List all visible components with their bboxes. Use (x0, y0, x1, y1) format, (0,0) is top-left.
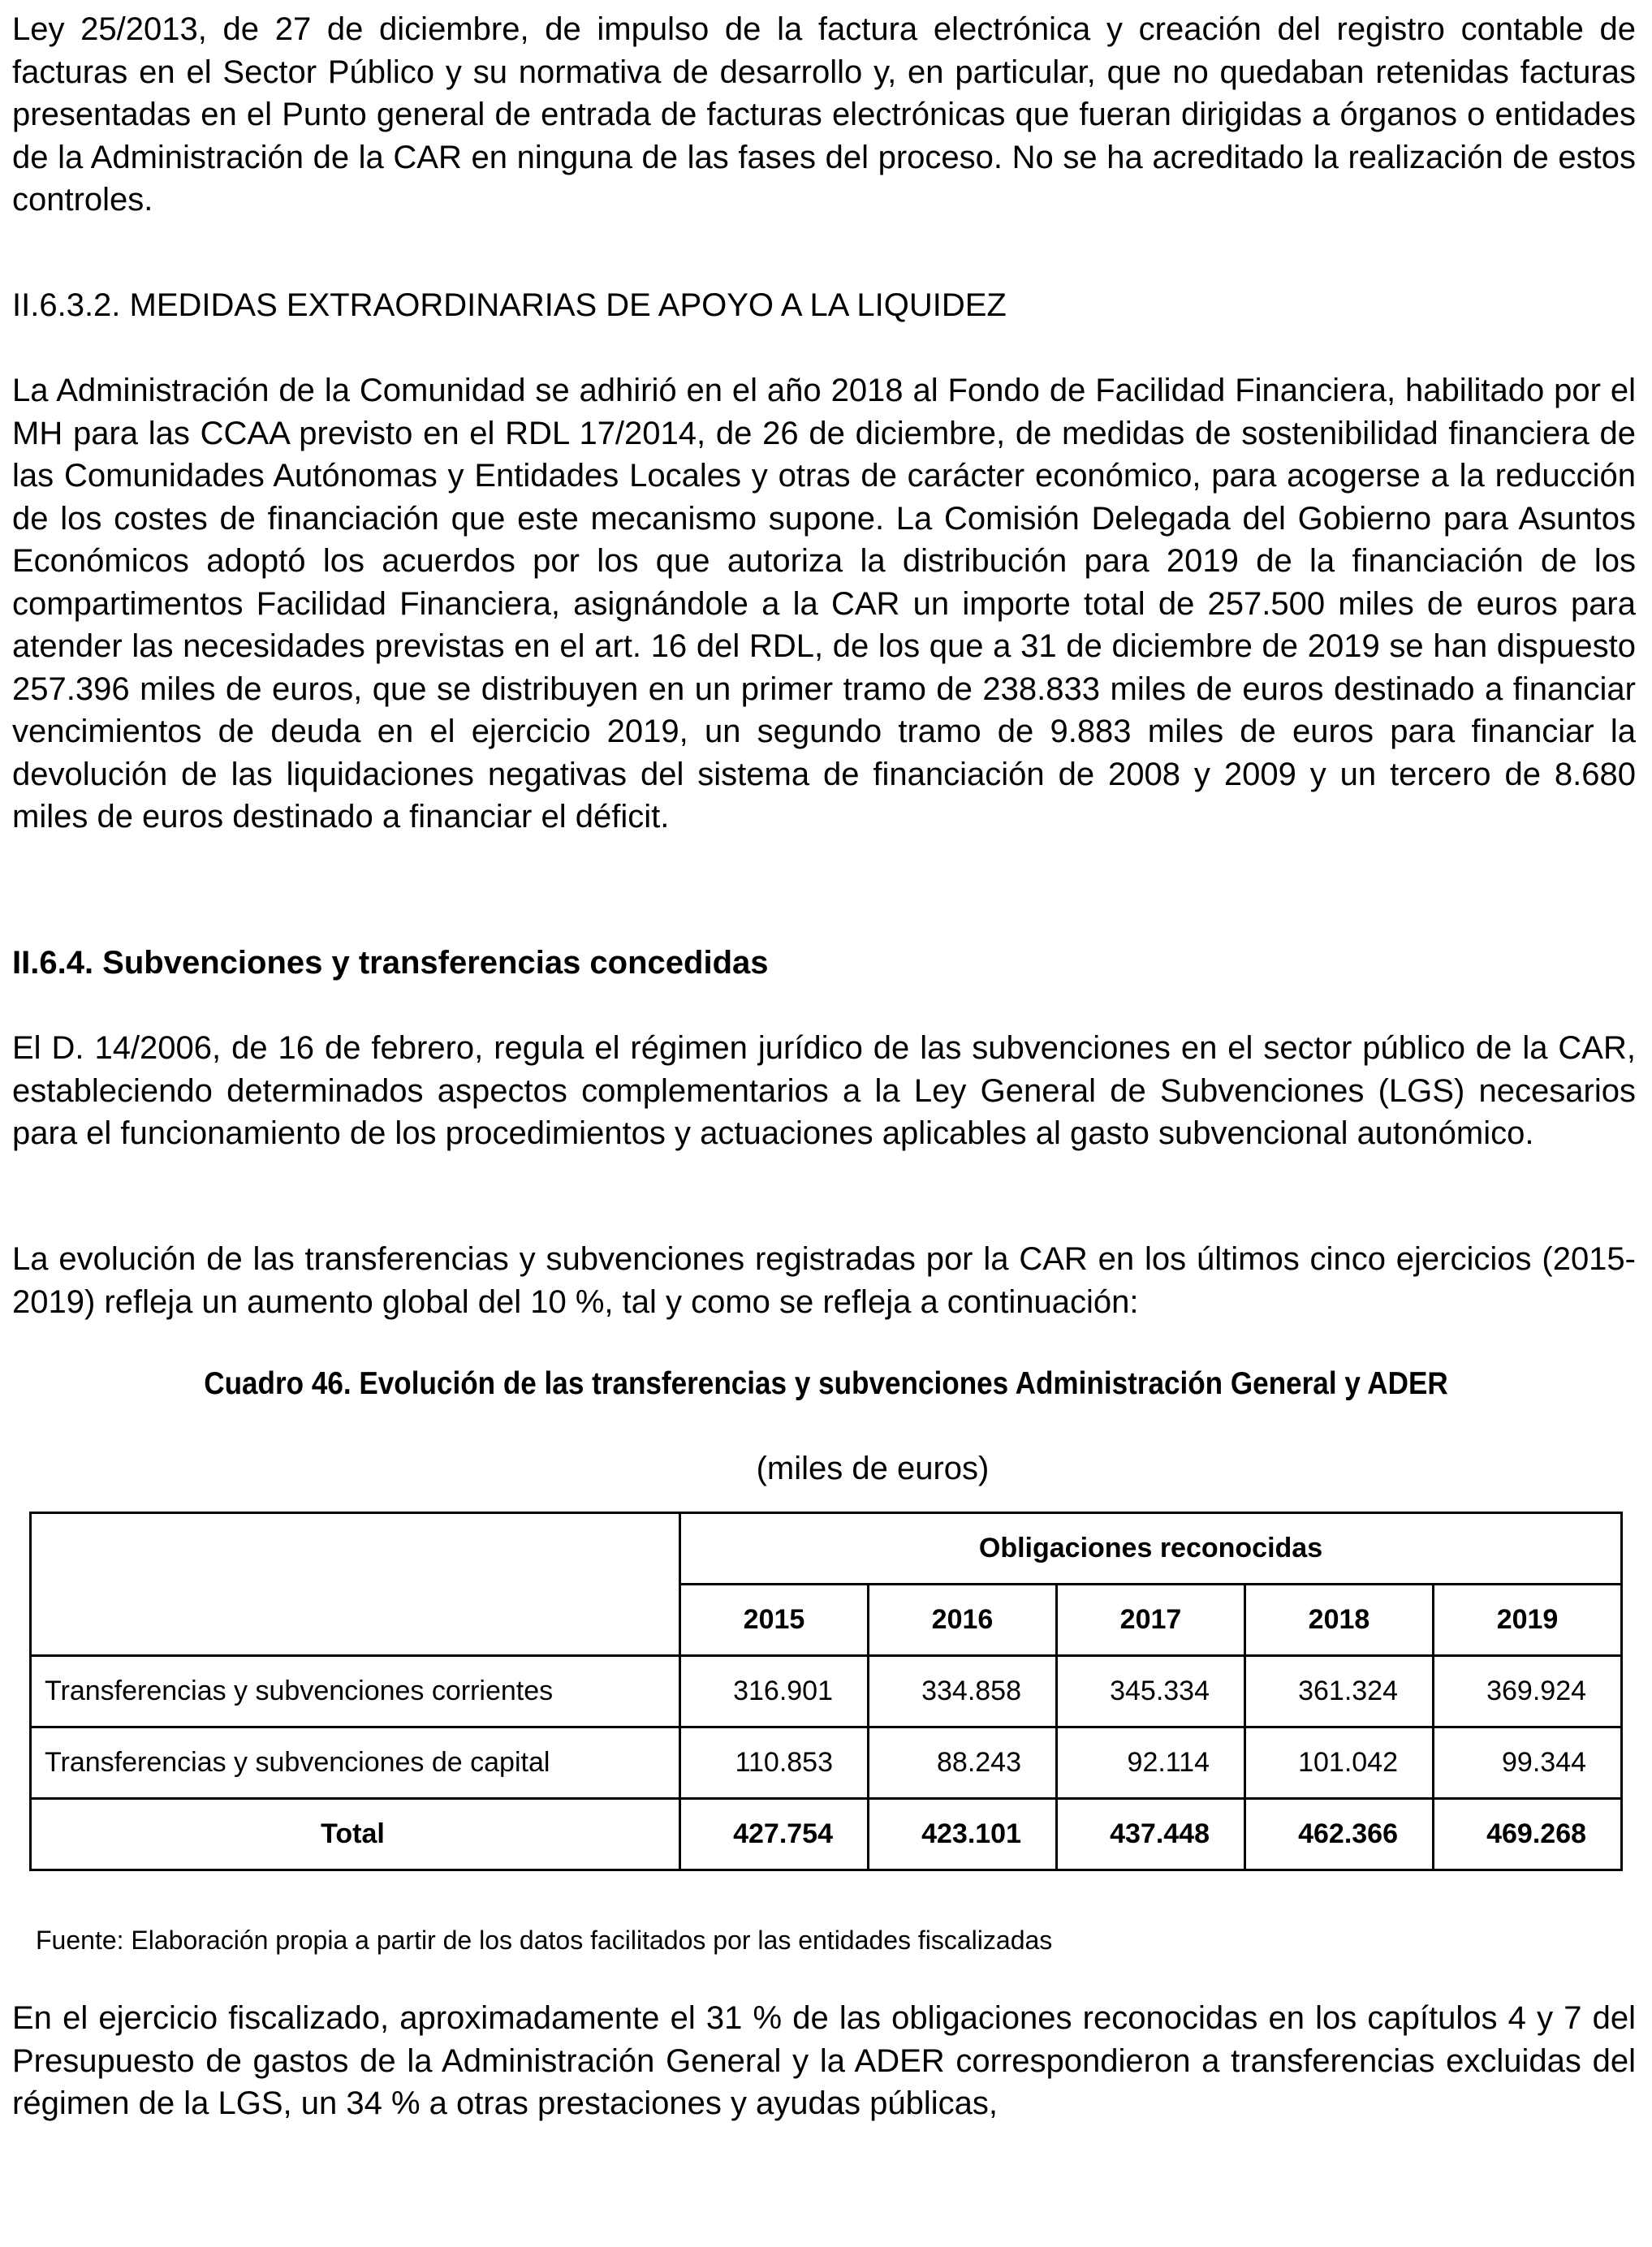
table-total-cell: 469.268 (1434, 1799, 1622, 1870)
heading-subvenciones: II.6.4. Subvenciones y transferencias concedidas (12, 945, 769, 981)
table-source-note: Fuente: Elaboración propia a partir de los datos facilitados por las entidades fiscalizadas (36, 1926, 1053, 1955)
table-year-header: 2019 (1434, 1585, 1622, 1656)
table-year-header: 2016 (869, 1585, 1057, 1656)
table-units: (miles de euros) (756, 1451, 990, 1486)
table-total-cell: 423.101 (869, 1799, 1057, 1870)
table-group-header: Obligaciones reconocidas (680, 1513, 1622, 1585)
table-cell: 110.853 (680, 1727, 869, 1799)
paragraph-evolucion: La evolución de las transferencias y subvenciones registradas por la CAR en los últimos cinco ejercicios (2015-2019) refleja un aumento global del 10 %, tal y como se refleja a continuación: (12, 1241, 1636, 1320)
paragraph-decreto-subvenciones: El D. 14/2006, de 16 de febrero, regula el régimen jurídico de las subvenciones en el sector público de la CAR, estableciendo determinados aspectos complementarios a la Ley General de Subvenciones (LGS) necesarios para el funcionamiento de los procedimientos y actuaciones aplicables al gasto subvencional autonómico. (12, 1030, 1636, 1151)
table-cell: 101.042 (1245, 1727, 1434, 1799)
table-row-label: Transferencias y subvenciones corrientes (31, 1656, 680, 1727)
table-cell: 99.344 (1434, 1727, 1622, 1799)
table-cell: 345.334 (1057, 1656, 1245, 1727)
table-total-cell: 462.366 (1245, 1799, 1434, 1870)
table-corner-cell (31, 1513, 680, 1656)
transferencias-table (29, 1512, 1623, 1871)
table-cell: 334.858 (869, 1656, 1057, 1727)
paragraph-ejercicio-fiscalizado: En el ejercicio fiscalizado, aproximadamente el 31 % de las obligaciones reconocidas en los capítulos 4 y 7 del Presupuesto de gastos de la Administración General y la ADER correspondieron a transferencias excluidas del régimen de la LGS, un 34 % a otras prestaciones y ayudas públicas, (12, 2000, 1636, 2121)
table-cell: 369.924 (1434, 1656, 1622, 1727)
heading-medidas-liquidez: II.6.3.2. MEDIDAS EXTRAORDINARIAS DE APOYO A LA LIQUIDEZ (12, 287, 1007, 323)
table-year-header: 2017 (1057, 1585, 1245, 1656)
table-cell: 361.324 (1245, 1656, 1434, 1727)
table-row (31, 1656, 1622, 1727)
table-year-header: 2018 (1245, 1585, 1434, 1656)
table-total-cell: 427.754 (680, 1799, 869, 1870)
table-row (31, 1727, 1622, 1799)
table-cell: 92.114 (1057, 1727, 1245, 1799)
table-cell: 88.243 (869, 1727, 1057, 1799)
table-row-label: Transferencias y subvenciones de capital (31, 1727, 680, 1799)
paragraph-factura-electronica: Ley 25/2013, de 27 de diciembre, de impulso de la factura electrónica y creación del registro contable de facturas en el Sector Público y su normativa de desarrollo y, en particular, que no quedaban retenidas facturas presentadas en el Punto general de entrada de facturas electrónicas que fueran dirigidas a órganos o entidades de la Administración de la CAR en ninguna de las fases del proceso. No se ha acreditado la realización de estos controles. (12, 11, 1636, 218)
table-total-row (31, 1799, 1622, 1870)
table-total-label: Total (31, 1799, 680, 1870)
table-title: Cuadro 46. Evolución de las transferencias y subvenciones Administración General y ADER (204, 1366, 1448, 1401)
table-cell: 316.901 (680, 1656, 869, 1727)
paragraph-fondo-facilidad-financiera: La Administración de la Comunidad se adhirió en el año 2018 al Fondo de Facilidad Financiera, habilitado por el MH para las CCAA previsto en el RDL 17/2014, de 26 de diciembre, de medidas de sostenibilidad financiera de las Comunidades Autónomas y Entidades Locales y otras de carácter económico, para acogerse a la reducción de los costes de financiación que este mecanismo supone. La Comisión Delegada del Gobierno para Asuntos Económicos adoptó los acuerdos por los que autoriza la distribución para 2019 de la financiación de los compartimentos Facilidad Financiera, asignándole a la CAR un importe total de 257.500 miles de euros para atender las necesidades previstas en el art. 16 del RDL, de los que a 31 de diciembre de 2019 se han dispuesto 257.396 miles de euros, que se distribuyen en un primer tramo de 238.833 miles de euros destinado a financiar vencimientos de deuda en el ejercicio 2019, un segundo tramo de 9.883 miles de euros para financiar la devolución de las liquidaciones negativas del sistema de financiación de 2008 y 2009 y un tercero de 8.680 miles de euros destinado a financiar el déficit. (12, 373, 1636, 835)
table-year-header: 2015 (680, 1585, 869, 1656)
table-total-cell: 437.448 (1057, 1799, 1245, 1870)
table-header-row-group (31, 1513, 1622, 1585)
